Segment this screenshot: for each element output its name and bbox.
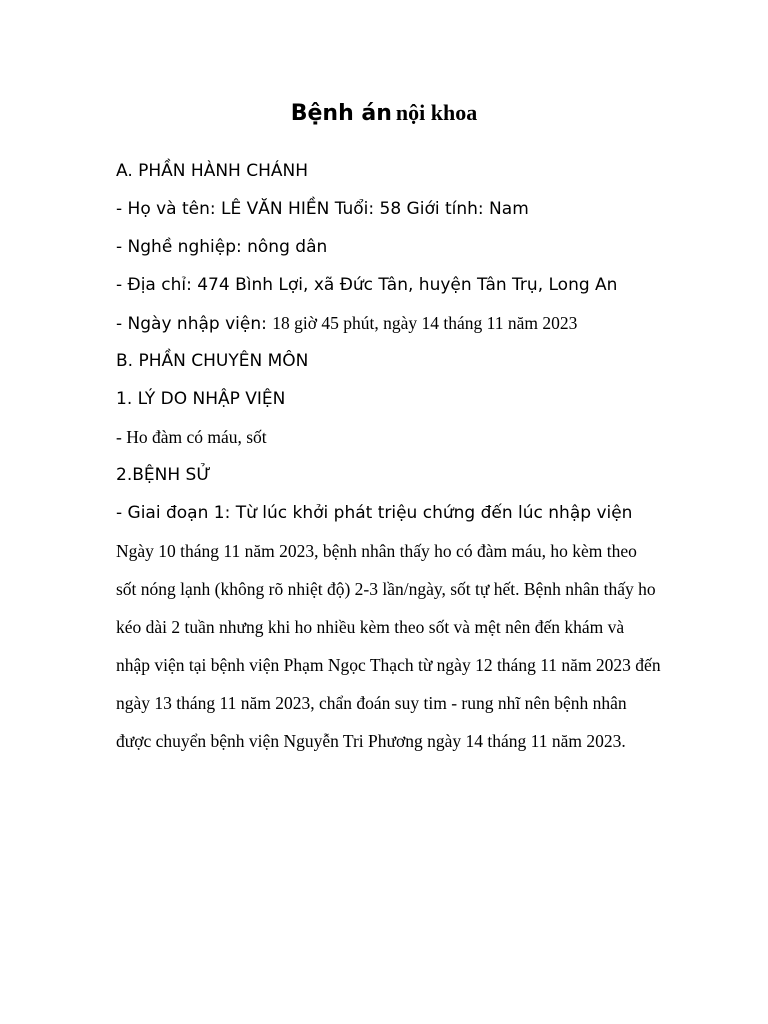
document-title bbox=[0, 96, 768, 133]
title-part-1: Bệnh án bbox=[290, 101, 392, 126]
title-part-2: nội khoa bbox=[395, 100, 478, 125]
admission-value: 18 giờ 45 phút, ngày 14 tháng 11 năm 2023 bbox=[272, 313, 578, 333]
document-body bbox=[116, 152, 661, 760]
reason-heading: 1. LÝ DO NHẬP VIỆN bbox=[116, 389, 286, 409]
history-heading: 2.BỆNH SỬ bbox=[116, 465, 211, 485]
section-a-heading: A. PHẦN HÀNH CHÁNH bbox=[116, 161, 309, 181]
history-paragraph: Ngày 10 tháng 11 năm 2023, bệnh nhân thấy ho có đàm máu, ho kèm theo sốt nóng lạnh (không rõ nhiệt độ) 2-3 lần/ngày, sốt tự hết. Bệnh nhân thấy ho kéo dài 2 tuần nhưng khi ho nhiều kèm theo sốt và mệt nên đến khám và nhập viện tại bệnh viện Phạm Ngọc Thạch từ ngày 12 tháng 11 năm 2023 đến ngày 13 tháng 11 năm 2023, chẩn đoán suy tim - rung nhĩ nên bệnh nhân được chuyển bệnh viện Nguyễn Tri Phương ngày 14 tháng 11 năm 2023. bbox=[116, 541, 661, 751]
address-line: - Địa chỉ: 474 Bình Lợi, xã Đức Tân, huyện Tân Trụ, Long An bbox=[116, 275, 618, 295]
occupation-line: - Nghề nghiệp: nông dân bbox=[116, 237, 328, 257]
admission-line bbox=[116, 304, 661, 342]
reason-text: - Ho đàm có máu, sốt bbox=[116, 427, 267, 447]
section-b-heading: B. PHẦN CHUYÊN MÔN bbox=[116, 351, 309, 371]
admission-label: - Ngày nhập viện: bbox=[116, 314, 273, 334]
stage-1-heading: - Giai đoạn 1: Từ lúc khởi phát triệu chứng đến lúc nhập viện bbox=[116, 503, 633, 523]
patient-name-line: - Họ và tên: LÊ VĂN HIỀN Tuổi: 58 Giới tính: Nam bbox=[116, 199, 529, 219]
